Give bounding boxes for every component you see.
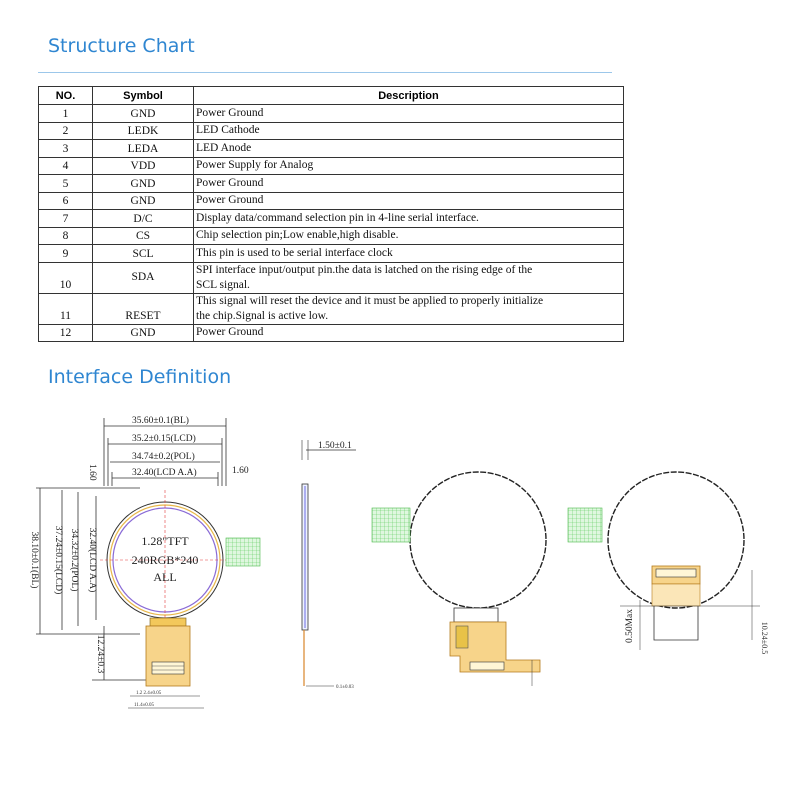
- table-row: [39, 293, 624, 324]
- structure-chart-title: Structure Chart: [48, 35, 195, 57]
- dim-right: 10.24±0.5: [760, 621, 769, 655]
- dim-aa-height: 32.40(LCD A.A): [87, 527, 97, 593]
- dim-thickness: 1.50±0.1: [318, 441, 352, 451]
- pin-symbol: D/C: [93, 210, 194, 228]
- dim-lcd-width: 35.2±0.15(LCD): [132, 434, 196, 444]
- mode-label: ALL: [153, 570, 177, 584]
- pin-symbol: GND: [93, 105, 194, 123]
- table-row: [39, 210, 624, 228]
- dim-bl-width: 35.60±0.1(BL): [132, 416, 189, 426]
- dim-pol-height: 34.32±0.2(POL): [69, 528, 79, 592]
- fpc-bend-outline: [654, 606, 698, 640]
- dim-fpc-length: 12.24±0.3: [95, 634, 105, 674]
- dim-max: 0.50Max: [625, 608, 635, 644]
- pin-symbol: GND: [93, 175, 194, 193]
- pin-number: 9: [39, 245, 93, 263]
- pin-symbol: LEDK: [93, 122, 194, 140]
- table-row: [39, 262, 624, 293]
- fpc-tail: [146, 626, 190, 686]
- pin-number: 8: [39, 227, 93, 245]
- table-row: [39, 157, 624, 175]
- interface-definition-title: Interface Definition: [48, 366, 232, 388]
- fpc-connector: [152, 662, 184, 674]
- pin-number: 10: [39, 262, 93, 293]
- connector-pad-left: [372, 508, 410, 542]
- panel-size-label: 1.28"TFT: [141, 534, 189, 548]
- dim-lcd-height: 37.24±0.15(LCD): [53, 525, 63, 595]
- side-view: [302, 440, 356, 690]
- pin-symbol: GND: [93, 324, 194, 342]
- pin-number: 11: [39, 293, 93, 324]
- pin-number: 2: [39, 122, 93, 140]
- pin-number: 4: [39, 157, 93, 175]
- header-symbol: Symbol: [93, 87, 194, 105]
- table-row: [39, 192, 624, 210]
- back-circle-left: [410, 472, 546, 608]
- table-row: [39, 227, 624, 245]
- fpc-dim-small-2: 11.4±0.05: [134, 703, 155, 708]
- table-row: [39, 122, 624, 140]
- dim-right-margin: 1.60: [232, 466, 249, 476]
- pin-number: 6: [39, 192, 93, 210]
- pin-description: Power Ground: [194, 105, 624, 123]
- pin-description: LED Cathode: [194, 122, 624, 140]
- pin-number: 3: [39, 140, 93, 158]
- dim-left-margin: 1.60: [87, 464, 97, 481]
- pin-symbol: GND: [93, 192, 194, 210]
- back-view-left: [372, 472, 546, 686]
- dim-aa-width: 32.40(LCD A.A): [132, 468, 197, 478]
- table-header-row: [39, 87, 624, 105]
- pin-number: 7: [39, 210, 93, 228]
- pin-symbol: SCL: [93, 245, 194, 263]
- header-description: Description: [194, 87, 624, 105]
- pin-description: SPI interface input/output pin.the data is latched on the rising edge of the SCL signal.: [194, 262, 624, 293]
- pin-number: 12: [39, 324, 93, 342]
- pin-description: Power Ground: [194, 192, 624, 210]
- pin-number: 1: [39, 105, 93, 123]
- mechanical-drawing: [0, 390, 800, 720]
- table-row: [39, 245, 624, 263]
- pin-description: This pin is used to be serial interface clock: [194, 245, 624, 263]
- pin-description: Chip selection pin;Low enable,high disable.: [194, 227, 624, 245]
- pin-description: This signal will reset the device and it must be applied to properly initialize the chip.Signal is active low.: [194, 293, 624, 324]
- side-dim-small: 0.1±0.03: [336, 685, 354, 690]
- table-row: [39, 175, 624, 193]
- pin-description: LED Anode: [194, 140, 624, 158]
- pin-description: Power Supply for Analog: [194, 157, 624, 175]
- table-row: [39, 324, 624, 342]
- pin-symbol: RESET: [93, 293, 194, 324]
- table-row: [39, 140, 624, 158]
- connector-pad: [226, 538, 260, 566]
- pin-symbol: VDD: [93, 157, 194, 175]
- fpc-dim-small-1: 1.2 2.4±0.05: [136, 691, 162, 696]
- pin-description: Power Ground: [194, 324, 624, 342]
- back-view-right: [568, 472, 769, 654]
- fpc-neck: [150, 618, 186, 626]
- dim-pol-width: 34.74±0.2(POL): [132, 452, 195, 462]
- table-row: [39, 105, 624, 123]
- pin-symbol: CS: [93, 227, 194, 245]
- header-no: NO.: [39, 87, 93, 105]
- connector-pad-right: [568, 508, 602, 542]
- pin-description: Power Ground: [194, 175, 624, 193]
- dim-bl-height: 38.10±0.1(BL): [29, 531, 39, 589]
- pin-symbol: SDA: [93, 262, 194, 293]
- pin-symbol: LEDA: [93, 140, 194, 158]
- pin-number: 5: [39, 175, 93, 193]
- title-divider: [38, 72, 612, 73]
- pin-description: Display data/command selection pin in 4-line serial interface.: [194, 210, 624, 228]
- pin-definition-table: [38, 86, 624, 342]
- resolution-label: 240RGB*240: [131, 553, 199, 567]
